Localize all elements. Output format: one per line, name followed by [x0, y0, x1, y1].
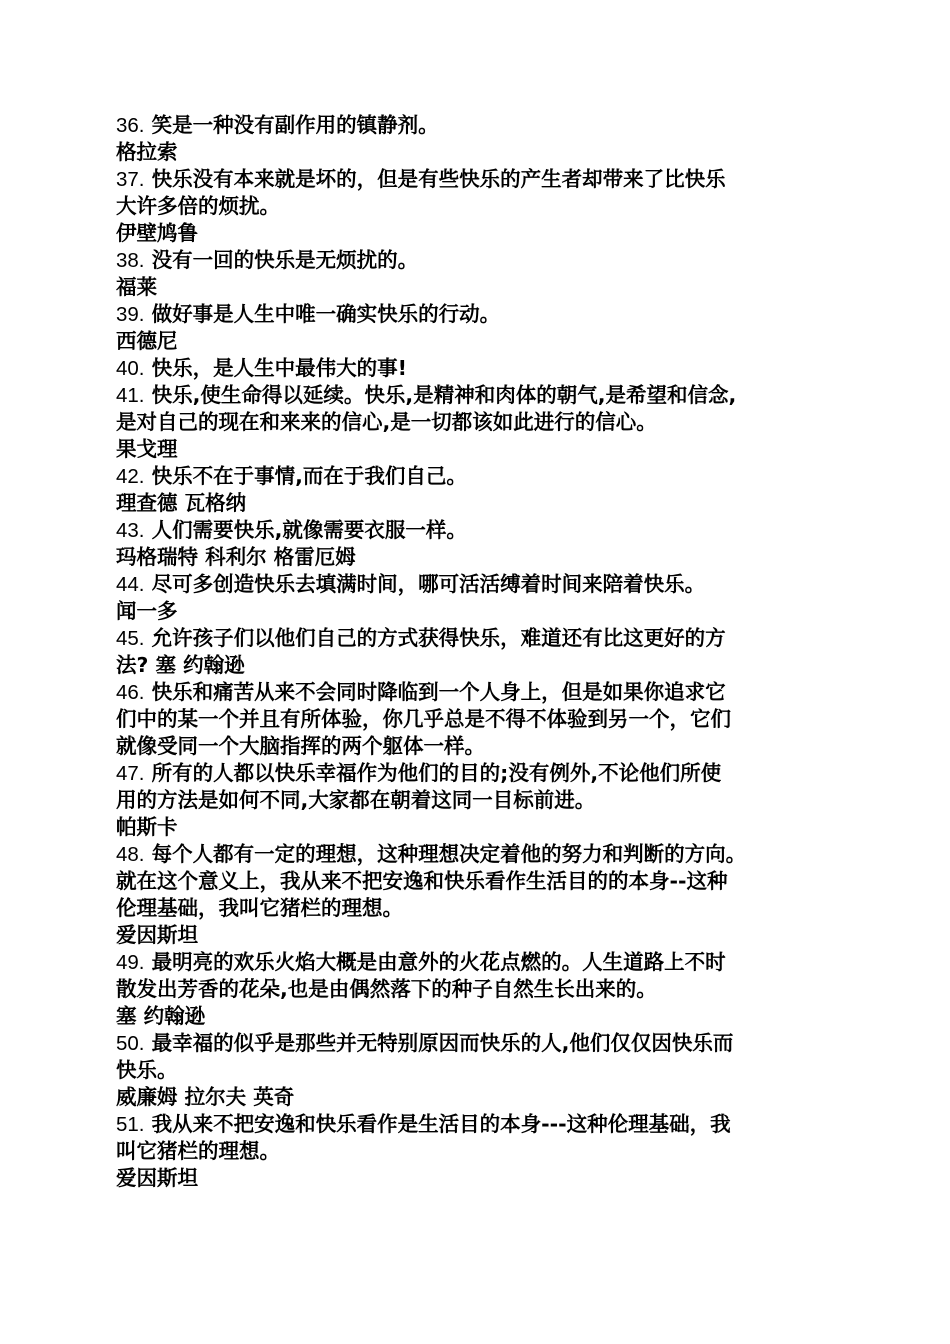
quote-line: [116, 355, 846, 382]
author-name: 威廉姆 拉尔夫 英奇: [116, 1085, 295, 1109]
quote-line: [116, 1138, 846, 1165]
quote-author: [116, 922, 846, 949]
author-name: 格拉索: [116, 140, 178, 164]
quote-line: [116, 301, 846, 328]
quote-line: [116, 976, 846, 1003]
quote-number: 46.: [116, 681, 145, 704]
quote-author: [116, 274, 846, 301]
quote-line: [116, 382, 846, 409]
quote-line: [116, 463, 846, 490]
author-name: 果戈理: [116, 437, 178, 461]
quote-entry: [116, 355, 846, 382]
quote-entry: [116, 841, 846, 922]
quote-author: [116, 139, 846, 166]
quote-text: 法? 塞 约翰逊: [116, 653, 245, 677]
quote-text: 快乐，是人生中最伟大的事!: [151, 356, 407, 380]
quote-number: 47.: [116, 762, 145, 785]
quote-text: 是对自己的现在和来来的信心,是一切都该如此进行的信心。: [116, 410, 657, 434]
quote-number: 39.: [116, 303, 145, 326]
quote-line: [116, 895, 846, 922]
quote-text: 最明亮的欢乐火焰大概是由意外的火花点燃的。人生道路上不时: [151, 950, 726, 974]
quote-line: [116, 679, 846, 706]
quote-line: [116, 760, 846, 787]
quote-author: [116, 1084, 846, 1111]
author-name: 福莱: [116, 275, 157, 299]
author-name: 爱因斯坦: [116, 923, 198, 947]
quote-author: [116, 490, 846, 517]
quote-line: [116, 571, 846, 598]
quote-text: 每个人都有一定的理想，这种理想决定着他的努力和判断的方向。: [151, 842, 747, 866]
quote-line: [116, 112, 846, 139]
quote-number: 41.: [116, 384, 145, 407]
quote-number: 48.: [116, 843, 145, 866]
author-name: 塞 约翰逊: [116, 1004, 206, 1028]
quote-text: 大许多倍的烦扰。: [116, 194, 280, 218]
quote-line: [116, 193, 846, 220]
quote-author: [116, 814, 846, 841]
quote-entry: [116, 517, 846, 544]
quote-text: 伦理基础，我叫它猪栏的理想。: [116, 896, 403, 920]
author-name: 爱因斯坦: [116, 1166, 198, 1190]
quote-line: [116, 625, 846, 652]
author-name: 玛格瑞特 科利尔 格雷厄姆: [116, 545, 356, 569]
author-name: 理查德 瓦格纳: [116, 491, 247, 515]
quote-text: 散发出芳香的花朵,也是由偶然落下的种子自然生长出来的。: [116, 977, 657, 1001]
quote-entry: [116, 463, 846, 490]
quote-text: 人们需要快乐,就像需要衣服一样。: [151, 518, 467, 542]
quote-number: 50.: [116, 1032, 145, 1055]
quote-author: [116, 220, 846, 247]
quote-author: [116, 1165, 846, 1192]
quote-number: 49.: [116, 951, 145, 974]
quote-text: 快乐,使生命得以延续。快乐,是精神和肉体的朝气,是希望和信念,: [151, 383, 737, 407]
quote-text: 所有的人都以快乐幸福作为他们的目的;没有例外,不论他们所使: [151, 761, 722, 785]
quote-number: 45.: [116, 627, 145, 650]
quote-entry: [116, 625, 846, 679]
quote-author: [116, 328, 846, 355]
author-name: 闻一多: [116, 599, 178, 623]
quote-entry: [116, 679, 846, 760]
quote-line: [116, 841, 846, 868]
quote-line: [116, 949, 846, 976]
quote-text: 们中的某一个并且有所体验，你几乎总是不得不体验到另一个，它们: [116, 707, 731, 731]
quote-entry: [116, 1111, 846, 1165]
quote-line: [116, 652, 846, 679]
quote-text: 笑是一种没有副作用的镇静剂。: [151, 113, 439, 137]
quote-text: 就像受同一个大脑指挥的两个躯体一样。: [116, 734, 485, 758]
quote-line: [116, 706, 846, 733]
quote-entry: [116, 1030, 846, 1084]
quote-text: 叫它猪栏的理想。: [116, 1139, 280, 1163]
quote-text: 就在这个意义上，我从来不把安逸和快乐看作生活目的的本身--这种: [116, 869, 728, 893]
quote-author: [116, 436, 846, 463]
quote-number: 40.: [116, 357, 145, 380]
quote-entry: [116, 760, 846, 814]
quote-line: [116, 1111, 846, 1138]
quote-text: 没有一回的快乐是无烦扰的。: [151, 248, 419, 272]
document-page: [116, 112, 846, 1192]
quote-text: 我从来不把安逸和快乐看作是生活目的本身---这种伦理基础，我: [151, 1112, 731, 1136]
quote-text: 快乐没有本来就是坏的，但是有些快乐的产生者却带来了比快乐: [151, 167, 726, 191]
quote-entry: [116, 382, 846, 436]
quote-text: 最幸福的似乎是那些并无特别原因而快乐的人,他们仅仅因快乐而: [151, 1031, 734, 1055]
quote-line: [116, 1030, 846, 1057]
quote-number: 42.: [116, 465, 145, 488]
author-name: 西德尼: [116, 329, 178, 353]
quote-line: [116, 247, 846, 274]
author-name: 帕斯卡: [116, 815, 178, 839]
quote-text: 快乐不在于事情,而在于我们自己。: [151, 464, 467, 488]
quote-text: 尽可多创造快乐去填满时间，哪可活活缚着时间来陪着快乐。: [151, 572, 706, 596]
quote-author: [116, 598, 846, 625]
quote-line: [116, 868, 846, 895]
quote-text: 快乐。: [116, 1058, 178, 1082]
quote-number: 43.: [116, 519, 145, 542]
author-name: 伊壁鸠鲁: [116, 221, 198, 245]
quote-number: 36.: [116, 114, 145, 137]
quote-line: [116, 787, 846, 814]
quote-line: [116, 1057, 846, 1084]
quote-number: 51.: [116, 1113, 145, 1136]
quote-entry: [116, 247, 846, 274]
quote-author: [116, 1003, 846, 1030]
quote-number: 38.: [116, 249, 145, 272]
quote-entry: [116, 949, 846, 1003]
quote-entry: [116, 166, 846, 220]
quote-text: 允许孩子们以他们自己的方式获得快乐，难道还有比这更好的方: [151, 626, 726, 650]
quote-author: [116, 544, 846, 571]
quote-entry: [116, 112, 846, 139]
quote-line: [116, 517, 846, 544]
quote-text: 用的方法是如何不同,大家都在朝着这同一目标前进。: [116, 788, 596, 812]
quote-line: [116, 733, 846, 760]
quote-text: 快乐和痛苦从来不会同时降临到一个人身上，但是如果你追求它: [151, 680, 726, 704]
quote-number: 37.: [116, 168, 145, 191]
quote-text: 做好事是人生中唯一确实快乐的行动。: [151, 302, 501, 326]
quote-number: 44.: [116, 573, 145, 596]
quote-entry: [116, 571, 846, 598]
quote-line: [116, 166, 846, 193]
quote-line: [116, 409, 846, 436]
quote-entry: [116, 301, 846, 328]
